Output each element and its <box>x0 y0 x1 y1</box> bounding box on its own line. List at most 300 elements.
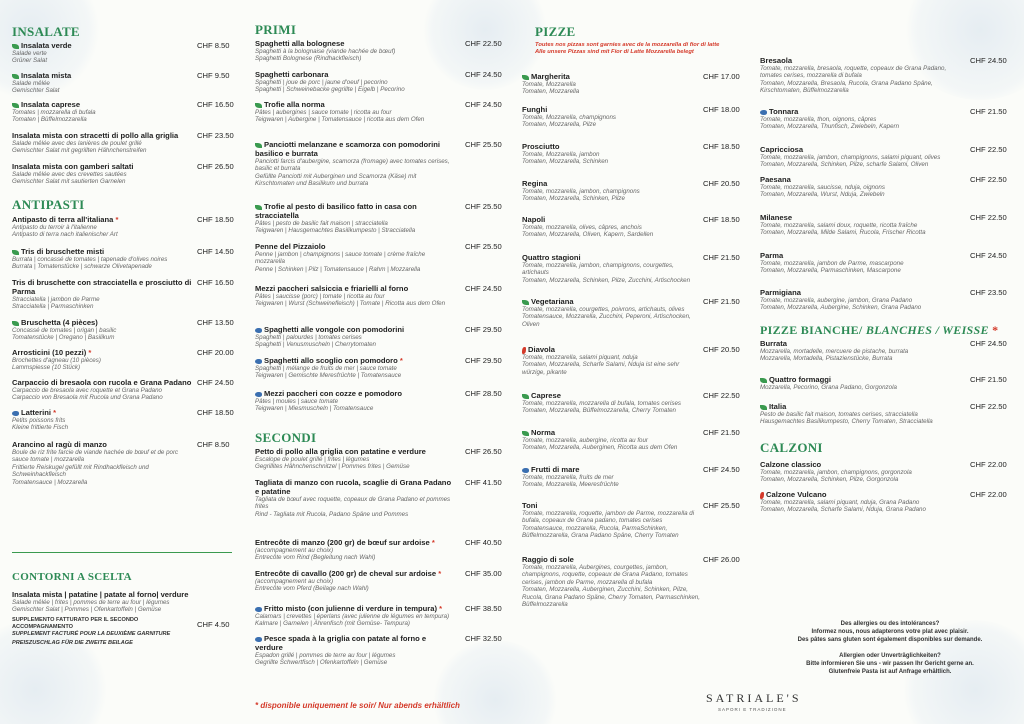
menu-item-description: Tomate, mozzarella, Aubergines, courgettes, jambon, champignons, roquette, copeaux de Grana Padano, tomates cerises, jambon de Parme, mozzarella di bufala <box>522 564 688 586</box>
menu-item-description: Tomate, mozzarella, jambon, champignons <box>522 188 640 195</box>
menu-item-name <box>255 242 450 251</box>
menu-item <box>255 70 450 94</box>
menu-item-title: Parma <box>760 251 784 260</box>
menu-item-title: Entrecôte di manzo (200 gr) de bœuf sur ardoise <box>255 538 430 547</box>
fish-icon <box>255 607 262 612</box>
menu-item-name <box>760 56 965 65</box>
menu-item-name <box>760 375 965 384</box>
menu-item-title: Quattro stagioni <box>522 253 581 262</box>
menu-item-price: CHF 35.00 <box>465 569 502 578</box>
menu-item-price: CHF 9.50 <box>197 71 230 80</box>
menu-item-title: Penne del Pizzaiolo <box>255 242 326 251</box>
menu-item-description: Tomaten, Mozzarella, Thunfisch, Zwiebeln, Kapern <box>760 123 900 131</box>
menu-item-description: Spaghetti Bolognese (Rindhackfleisch) <box>255 55 362 63</box>
menu-item-title: Paesana <box>760 175 791 184</box>
contorni-line: Salade mêlée | frites | pommes de terre au four | légumes <box>12 599 170 606</box>
contorni-line: ACCOMPAGNAMENTO <box>12 624 74 630</box>
menu-item-title: Insalata verde <box>21 41 72 50</box>
menu-item <box>760 490 965 514</box>
menu-item-title: Margherita <box>531 72 570 81</box>
menu-item-description: Tomaten | Büffelmozzarella <box>12 116 87 124</box>
menu-item-title: Toni <box>522 501 538 510</box>
menu-item-name <box>12 348 197 357</box>
menu-item <box>12 247 197 271</box>
menu-item-name <box>255 478 455 496</box>
menu-item-description: Tomate, mozzarella, mozzarella di bufala, tomates cerises <box>522 400 681 407</box>
menu-item-description: Gemischter Salat mit gegrillten Hähnchenstreifen <box>12 147 147 155</box>
menu-item-name <box>255 604 455 613</box>
menu-item-price: CHF 18.50 <box>197 408 234 417</box>
menu-item-description: Pâtes | saucisse (porc) | tomate | ricotta au four <box>255 293 385 300</box>
menu-item <box>760 145 965 169</box>
menu-item-description: Salade verte <box>12 50 47 57</box>
menu-item-description: Escalope de poulet grillé | frites | légumes <box>255 456 370 463</box>
menu-item-description: Tomate, mozzarella, jambon de Parme, mascarpone <box>760 260 904 267</box>
menu-item-price: CHF 24.50 <box>970 339 1007 348</box>
allergy-line: Glutenfreie Pasta ist auf Anfrage erhältlich. <box>828 669 952 675</box>
menu-item-price: CHF 26.00 <box>703 555 740 564</box>
menu-item-name <box>760 490 965 499</box>
vegetarian-leaf-icon <box>255 205 262 210</box>
menu-item-description: Espadon grillé | pommes de terre au four | légumes <box>255 652 396 659</box>
menu-item-name <box>760 251 965 260</box>
allergy-line: Des allergies ou des intolérances? <box>840 621 940 627</box>
menu-item-title: Mezzi paccheri con cozze e pomodoro <box>264 389 402 398</box>
vegetarian-leaf-icon <box>12 321 19 326</box>
contorni-line: SUPPLEMENTO FATTURATO PER IL SECONDO <box>12 617 139 623</box>
menu-item <box>522 501 702 540</box>
menu-item-price: CHF 22.00 <box>970 490 1007 499</box>
vegetarian-leaf-icon <box>522 300 529 305</box>
menu-item-name <box>255 39 450 48</box>
contorni-line: Gemischter Salat | Pommes | Ofenkartoffeln | Gemüse <box>12 606 162 613</box>
menu-item-description: Teigwaren | Hausgemachtes Basilikumpesto | Stracciatella <box>255 227 416 235</box>
menu-item-name <box>12 71 197 80</box>
pizze-note-de: Alle unsere Pizzas sind mit Fior di Latte Mozzarella belegt <box>535 49 694 55</box>
menu-item-description: Tomate, mozzarella, bresaola, roquette, copeaux de Grana Padano, tomates cerises, mozzarella di bufala <box>760 65 947 80</box>
menu-item <box>12 215 197 239</box>
allergy-line: Allergien oder Unverträglichkeiten? <box>839 653 941 659</box>
menu-item-description: Stracciatella | Parmaschinken <box>12 303 94 311</box>
menu-item-description: Tomate, mozzarella, salami doux, roquette, ricotta fraîche <box>760 222 918 229</box>
menu-item-name <box>12 100 197 109</box>
menu-item-name <box>522 465 702 474</box>
menu-item-price: CHF 17.00 <box>703 72 740 81</box>
menu-item-description: Spaghetti | joue de porc | jaune d'oeuf | pecorino <box>255 79 388 86</box>
menu-item-description: Gemischter Salat <box>12 87 60 95</box>
menu-item-description: Tomates | mozzarella di bufala <box>12 109 96 116</box>
menu-item <box>255 569 455 593</box>
menu-item-price: CHF 21.50 <box>703 297 740 306</box>
menu-item-description: Spaghetti | mélange de fruits de mer | sauce tomate <box>255 365 397 372</box>
vegetarian-leaf-icon <box>12 103 19 108</box>
evening-only-star: * <box>88 348 92 357</box>
menu-item-description: Tomaten, Mozzarella, Scharfe Salami, Nduja ist eine sehr würzige, pikante <box>522 361 680 376</box>
section-title-antipasti: ANTIPASTI <box>12 197 85 212</box>
menu-item-price: CHF 25.50 <box>465 202 502 211</box>
menu-item <box>522 555 702 608</box>
menu-item-description: Tomate, mozzarella, jambon, champignons, salami piquant, olives <box>760 154 941 161</box>
section-title-insalate: INSALATE <box>12 24 80 39</box>
menu-item-title: Caprese <box>531 391 561 400</box>
section-title-bianche: PIZZE BIANCHE/ BLANCHES / WEISSE * <box>760 323 999 337</box>
allergy-line: Informez nous, nous adapterons votre plat avec plaisir. <box>811 629 969 635</box>
menu-item-description: Tomaten, Mozzarella, Scharfe Salami, Nduja, Grana Padano <box>760 506 926 514</box>
menu-item-description: Tomaten, Mozzarella, Schinken <box>522 158 609 166</box>
menu-item <box>522 142 702 166</box>
menu-item-title: Parmigiana <box>760 288 801 297</box>
menu-item-name <box>12 318 197 327</box>
menu-item <box>255 478 455 518</box>
menu-item-name <box>255 569 455 578</box>
menu-item-name <box>12 378 197 387</box>
menu-item-description: Pâtes | pesto de basilic fait maison | stracciatella <box>255 220 388 227</box>
menu-item-description: Tomaten, Mozzarella, Schinken, Pilze <box>522 195 625 203</box>
menu-item-name <box>760 213 965 222</box>
menu-item <box>760 251 965 275</box>
menu-item-title: Insalata caprese <box>21 100 81 109</box>
menu-item-price: CHF 20.50 <box>703 345 740 354</box>
section-title-calzoni: CALZONI <box>760 440 823 455</box>
menu-item-name <box>12 215 197 224</box>
menu-item-title: Quattro formaggi <box>769 375 832 384</box>
menu-item <box>255 389 450 413</box>
menu-item-description: Carpaccio de bresaola avec roquette et Grana Padano <box>12 387 162 394</box>
vegetarian-leaf-icon <box>255 143 262 148</box>
menu-item-description: Gemischter Salat mit sautierten Garnelen <box>12 178 126 186</box>
menu-item <box>12 162 197 186</box>
menu-item <box>760 375 965 391</box>
menu-item-description: Rind - Tagliata mit Rucola, Padano Späne und Pommes <box>255 510 409 518</box>
menu-item-name <box>522 105 702 114</box>
menu-item-description: Teigwaren | Wurst (Schweinefleisch) | Tomate | Ricotta aus dem Ofen <box>255 300 446 308</box>
pizze-note-fr: Toutes nos pizzas sont garnies avec de la mozzarella di fior di latte <box>535 42 720 48</box>
vegetarian-leaf-icon <box>522 394 529 399</box>
evening-only-star: * <box>53 408 57 417</box>
menu-item-price: CHF 26.50 <box>197 162 234 171</box>
fish-icon <box>255 637 262 642</box>
menu-item-description: Gefüllte Panciotti mit Auberginen und Scamorza (Käse) mit Kirschtomaten und Basilikum und burrata <box>255 172 417 188</box>
menu-item-name <box>760 107 965 116</box>
menu-item-description: Tomaten, Mozzarella, Auberginen, Ricotta aus dem Ofen <box>522 444 678 452</box>
menu-item-description: Tomaten, Mozzarella, Büffelmozzarella, Cherry Tomaten <box>522 407 676 415</box>
menu-item-name <box>255 140 450 158</box>
menu-item-description: Hausgemachtes Basilikumpesto, Cherry Tomaten, Stracciatella <box>760 418 933 426</box>
menu-item-description: Kalmare | Garnelen | Ährenfisch (mit Gemüse- Tempura) <box>255 620 410 628</box>
menu-item <box>255 140 450 188</box>
menu-item <box>12 378 197 402</box>
menu-item-description: Tomaten, Mozzarella, Oliven, Kapern, Sardellen <box>522 231 654 239</box>
menu-item-title: Arrosticini (10 pezzi) <box>12 348 87 357</box>
menu-item <box>760 339 965 363</box>
menu-item-price: CHF 22.50 <box>703 391 740 400</box>
menu-item-name <box>522 345 702 354</box>
menu-item-description: Tomate, mozzarella, roquette, jambon de Parme, mozzarella di bufala, copeaux de Grana padano, tomates cerises <box>522 510 695 525</box>
menu-item <box>522 391 702 415</box>
menu-item-description: Tomaten, Mozzarella, Bresaola, Rucola, Grana Padano Späne, Kirschtomaten, Büffelmozzarella <box>760 79 933 95</box>
menu-item-title: Tagliata di manzo con rucola, scaglie di Grana Padano e patatine <box>255 478 452 496</box>
menu-item-title: Calzone classico <box>760 460 822 469</box>
section-title-secondi: SECONDI <box>255 430 317 445</box>
menu-item-name <box>760 402 965 411</box>
brand-tagline: SAPORI E TRADIZIONE <box>718 707 787 712</box>
menu-item <box>760 402 965 426</box>
menu-item-price: CHF 20.50 <box>703 179 740 188</box>
menu-item-description: Entrecôte vom Rind (Begleitung nach Wahl) <box>255 554 376 562</box>
menu-item-title: Insalata mista con gamberi saltati <box>12 162 134 171</box>
evening-only-star: * <box>431 538 435 547</box>
menu-item <box>12 408 197 432</box>
menu-item <box>522 345 702 376</box>
fish-icon <box>522 468 529 473</box>
vegetarian-leaf-icon <box>255 103 262 108</box>
chili-pepper-icon <box>522 347 526 354</box>
menu-item <box>760 56 965 95</box>
menu-item-description: Tomaten, Mozzarella, Schinken, Pilze, Gorgonzola <box>760 476 899 484</box>
menu-item-description: Tomaten, Mozzarella, Milde Salami, Rucola, Frischer Ricotta <box>760 229 926 237</box>
menu-item <box>255 604 455 628</box>
menu-item-price: CHF 38.50 <box>465 604 502 613</box>
menu-item-name <box>255 356 450 365</box>
menu-item-description: Spaghetti à la bolognaise (viande hachée de bœuf) <box>255 48 396 55</box>
menu-item-description: Penne | jambon | champignons | sauce tomate | crème fraîche mozzarella <box>255 251 426 266</box>
menu-item <box>522 428 702 452</box>
footnote: * disponible uniquement le soir/ Nur abends erhältlich <box>255 701 460 710</box>
menu-item-description: Antipasto di terra nach italienischer Art <box>12 231 118 239</box>
menu-item-description: Panciotti farcis d'aubergine, scamorza (fromage) avec tomates cerises, basilic et burrata <box>255 158 450 173</box>
menu-item-price: CHF 18.50 <box>703 142 740 151</box>
menu-item-name <box>12 408 197 417</box>
menu-item-price: CHF 29.50 <box>465 356 502 365</box>
menu-item <box>255 202 450 235</box>
menu-item-description: Pâtes | aubergines | sauce tomate | ricotta au four <box>255 109 392 116</box>
menu-item-price: CHF 32.50 <box>465 634 502 643</box>
menu-item-title: Insalata mista con stracetti di pollo alla griglia <box>12 131 179 140</box>
menu-item-title: Trofie al pesto di basilico fatto in casa con stracciatella <box>255 202 417 220</box>
vegetarian-leaf-icon <box>522 75 529 80</box>
contorni-line: SUPPLEMENT FACTURÉ POUR LA DEUXIÈME GARNITURE <box>12 631 171 637</box>
menu-item-name <box>522 501 702 510</box>
menu-item-description: Tomate, mozzarella, olives, câpres, anchois <box>522 224 642 231</box>
menu-item-description: Frittierte Reiskugel gefüllt mit Rindhackfleisch und Schweinhackfleisch <box>12 463 149 479</box>
menu-item-name <box>12 278 197 296</box>
menu-item <box>12 41 197 65</box>
menu-item-description: Tomaten, Mozzarella, Aubergine, Schinken, Grana Padano <box>760 304 922 312</box>
menu-item-title: Tris di bruschette misti <box>21 247 105 256</box>
menu-item-price: CHF 16.50 <box>197 100 234 109</box>
menu-item-name <box>522 555 702 564</box>
menu-item-price: CHF 13.50 <box>197 318 234 327</box>
menu-item <box>255 325 450 349</box>
fish-icon <box>12 411 19 416</box>
menu-item-description: Tomatensauce | Mozzarella <box>12 478 88 486</box>
menu-item-description: Tomaten, Mozzarella, Pilze <box>522 121 597 129</box>
menu-item-title: Burrata <box>760 339 788 348</box>
fish-icon <box>255 359 262 364</box>
menu-item-description: Teigwaren | Gemischte Meresfrüchte | Tomatensauce <box>255 372 402 380</box>
menu-item-price: CHF 22.50 <box>970 213 1007 222</box>
menu-item-description: Tomaten, Mozzarella, Schinken, Pilze, Zucchini, Artischocken <box>522 276 691 284</box>
menu-item <box>522 253 702 284</box>
menu-item-description: Teigwaren | Aubergine | Tomatensauce | ricotta aus dem Ofen <box>255 116 425 124</box>
menu-item <box>255 538 455 562</box>
menu-item-description: Spaghetti | Schweinebacke gegrillte | Eigelb | Pecorino <box>255 86 405 94</box>
menu-item-description: Penne | Schinken | Pilz | Tomatensauce | Rahm | Mozzarella <box>255 265 421 273</box>
menu-item-description: Pâtes | moules | sauce tomate <box>255 398 339 405</box>
menu-item-price: CHF 28.50 <box>465 389 502 398</box>
menu-item-title: Arancino al ragù di manzo <box>12 440 107 449</box>
menu-item-title: Spaghetti alla bolognese <box>255 39 345 48</box>
menu-item-name <box>255 325 450 334</box>
menu-item <box>255 284 450 308</box>
menu-item-price: CHF 24.50 <box>465 70 502 79</box>
menu-item-name <box>522 428 702 437</box>
menu-item-price: CHF 14.50 <box>197 247 234 256</box>
vegetarian-leaf-icon <box>522 431 529 436</box>
menu-item-description: Tomaten, Mozzarella, Wurst, Nduja, Zwiebeln <box>760 191 885 199</box>
contorni-line: Insalata mista | patatine | patate al forno| verdure <box>12 590 189 599</box>
menu-item-price: CHF 25.50 <box>465 242 502 251</box>
menu-item-name <box>255 70 450 79</box>
menu-item-price: CHF 25.50 <box>465 140 502 149</box>
menu-item-price: CHF 8.50 <box>197 440 230 449</box>
menu-item-description: Tomate, mozzarella, jambon, champignons, gorgonzola <box>760 469 912 476</box>
vegetarian-leaf-icon <box>12 74 19 79</box>
menu-item-description: Gegrillites Hähnchenschnitzel | Pommes frites | Gemüse <box>255 463 410 471</box>
menu-item <box>522 465 702 489</box>
menu-item-description: Tomatensauce, mozzarella, Rucola, ParmaSchinken, Büffelmozzarella, Grana Padano Späne, Cherry Tomaten <box>522 524 679 540</box>
menu-item-name <box>760 460 965 469</box>
vegetarian-leaf-icon <box>12 250 19 255</box>
menu-item-price: CHF 23.50 <box>970 288 1007 297</box>
menu-item-description: Tomaten, Mozzarella, Auberginen, Zucchini, Schinken, Pilze, Rucola, Grana Padano Späne, Cherry Tomaten, Parmaschinken, Büffelmozzarella <box>522 586 700 609</box>
menu-item-name <box>522 391 702 400</box>
evening-only-star: * <box>439 604 443 613</box>
menu-item-name <box>12 247 197 256</box>
menu-item <box>760 288 965 312</box>
menu-item-price: CHF 40.50 <box>465 538 502 547</box>
menu-item-name <box>12 41 197 50</box>
allergy-line: Des pâtes sans gluten sont également disponibles sur demande. <box>797 637 983 643</box>
menu-item-title: Mezzi paccheri salsiccia e friarielli al forno <box>255 284 409 293</box>
menu-item-title: Milanese <box>760 213 793 222</box>
menu-item-description: Tomaten, Mozzarella, Schinken, Pilze, scharfe Salami, Oliven <box>760 161 929 169</box>
menu-item-title: Spaghetti carbonara <box>255 70 329 79</box>
menu-item-title: Calzone Vulcano <box>766 490 827 499</box>
menu-item-price: CHF 24.50 <box>970 56 1007 65</box>
menu-item-title: Regina <box>522 179 548 188</box>
menu-item-price: CHF 25.50 <box>703 501 740 510</box>
menu-item <box>760 213 965 237</box>
divider <box>12 552 232 553</box>
menu-item-price: CHF 22.50 <box>970 402 1007 411</box>
menu-item <box>12 100 197 124</box>
menu-item-description: Tomaten, Mozzarella <box>522 88 580 96</box>
menu-item-price: CHF 24.50 <box>465 100 502 109</box>
menu-item <box>255 634 455 667</box>
menu-item-title: Tris di bruschette con stracciatella e prosciutto di Parma <box>12 278 192 296</box>
menu-item-description: Brochettes d'agneau (10 pièces) <box>12 357 101 364</box>
menu-item-title: Latterini <box>21 408 51 417</box>
menu-item-description: Salade mêlée <box>12 80 50 87</box>
menu-item-description: sauce tomate | mozzarella <box>12 456 85 464</box>
menu-item-name <box>760 175 965 184</box>
contorni-price: CHF 4.50 <box>197 620 230 629</box>
menu-item-description: Burrata | Tomatenstücke | schwarze Olivetapenade <box>12 263 152 271</box>
vegetarian-leaf-icon <box>760 378 767 383</box>
menu-item-description: Boule de riz frite farcie de viande hachée de bœuf et de porc <box>12 449 179 456</box>
menu-item-description: Tomate, Mozzarella <box>522 81 576 88</box>
vegetarian-leaf-icon <box>12 44 19 49</box>
evening-only-star: * <box>115 215 119 224</box>
menu-item-title: Vegetariana <box>531 297 574 306</box>
menu-item <box>760 107 965 131</box>
menu-item-description: Kleine frittierte Fisch <box>12 424 69 432</box>
menu-item-name <box>522 215 702 224</box>
menu-item-name <box>12 440 197 449</box>
menu-item <box>12 348 197 372</box>
menu-item-description: Spaghetti | palourdes | tomates cerises <box>255 334 362 341</box>
menu-item-title: Norma <box>531 428 556 437</box>
menu-item <box>255 242 450 273</box>
menu-item-description: Tagliata de bœuf avec roquette, copeaux de Grana Padano et pommes frites <box>255 496 451 511</box>
menu-item-description: Tomatenstücke | Oregano | Basilikum <box>12 334 115 342</box>
allergy-line: Bitte informieren Sie uns - wir passen Ihr Gericht gerne an. <box>806 661 974 667</box>
menu-item-price: CHF 22.50 <box>970 145 1007 154</box>
menu-item-name <box>255 100 450 109</box>
menu-item-description: Tomate, mozzarella, courgettes, poivrons, artichauts, olives <box>522 306 685 313</box>
menu-item-name <box>12 162 197 171</box>
menu-item-description: Tomate, Mozzarella, champignons <box>522 114 617 121</box>
menu-item-title: Italia <box>769 402 787 411</box>
menu-item-title: Bruschetta (4 pièces) <box>21 318 98 327</box>
menu-item-name <box>522 253 702 262</box>
menu-item-title: Capricciosa <box>760 145 804 154</box>
menu-item-description: Tomate, mozzarella, salami piquant, nduja, Grana Padano <box>760 499 920 506</box>
menu-item-name <box>522 72 702 81</box>
menu-item <box>255 447 455 471</box>
menu-item-name <box>255 284 450 293</box>
menu-item <box>522 72 702 96</box>
fish-icon <box>760 110 767 115</box>
menu-item-price: CHF 29.50 <box>465 325 502 334</box>
menu-item-description: Carpaccio von Bresaola mit Rucola und Grana Padano <box>12 394 163 402</box>
menu-item-title: Prosciutto <box>522 142 560 151</box>
menu-item-price: CHF 20.00 <box>197 348 234 357</box>
menu-item-price: CHF 21.50 <box>970 375 1007 384</box>
section-title-pizze: PIZZE <box>535 24 576 39</box>
menu-item-title: Carpaccio di bresaola con rucola e Grana Padano <box>12 378 192 387</box>
menu-item-price: CHF 24.50 <box>197 378 234 387</box>
menu-item <box>255 39 450 63</box>
menu-item <box>255 356 450 380</box>
menu-item-title: Bresaola <box>760 56 793 65</box>
menu-item-description: Salade mêlée avec des crevettes sautées <box>12 171 127 178</box>
menu-item-description: Teigwaren | Miesmuscheln | Tomatensauce <box>255 405 374 413</box>
menu-item-title: Pesce spada à la griglia con patate al forno e verdure <box>255 634 427 652</box>
menu-item-name <box>760 288 965 297</box>
fish-icon <box>255 328 262 333</box>
menu-item-description: Tomate, mozzarella, salami piquant, nduja <box>522 354 638 361</box>
menu-item-title: Fritto misto (con julienne di verdure in tempura) <box>264 604 437 613</box>
menu-item-description: Tomate, mozzarella, aubergine, ricotta au four <box>522 437 648 444</box>
menu-item-description: Lammspiesse (10 Stück) <box>12 364 81 372</box>
menu-item <box>522 105 702 129</box>
evening-only-star: * <box>399 356 403 365</box>
menu-item-price: CHF 21.50 <box>970 107 1007 116</box>
menu-item <box>255 100 450 124</box>
menu-item <box>522 215 702 239</box>
